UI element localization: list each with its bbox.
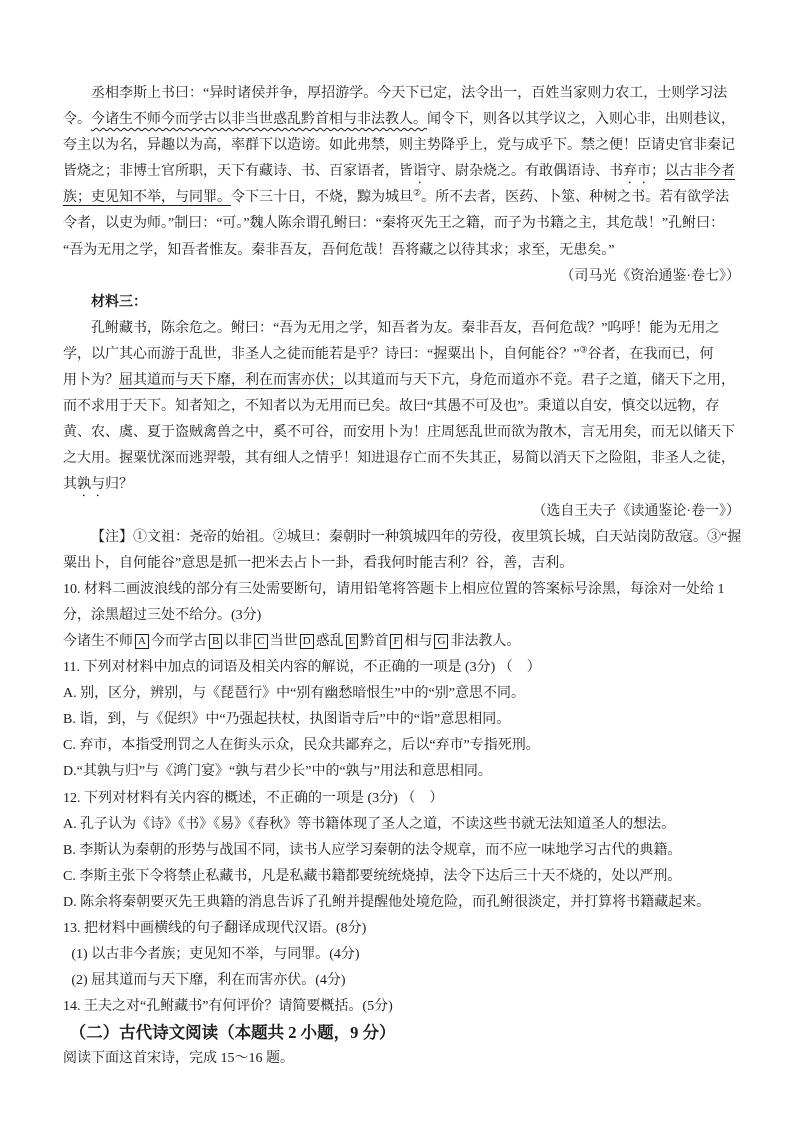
- option-letter-box: G: [434, 634, 448, 649]
- question-14-stem: [63, 994, 740, 1020]
- material3-para-line-5: [63, 420, 740, 446]
- footnote-ref: ②: [413, 187, 422, 198]
- option-letter-box: A: [135, 634, 149, 649]
- option-letter-box: D: [300, 634, 314, 649]
- text-run: 谷者，在我而已，何: [587, 346, 714, 362]
- question-12-option-c: [63, 864, 740, 890]
- text-run: 。所不去者，医药、卜筮、种树之书。若有欲学法: [421, 190, 730, 206]
- material2-para-line-5: [63, 185, 740, 211]
- text-run: 之大用。握粟忧深而逃羿彀，其有细人之情乎！知进退存亡而不失其正，易简以消天下之险阻，非圣人之徒，: [63, 451, 735, 467]
- text-run: 分，涂黑超过三处不给分。(3分): [63, 607, 262, 623]
- text-run: 13. 把材料中画横线的句子翻译成现代汉语。(8分): [63, 921, 367, 936]
- question-12-option-d: [63, 890, 740, 916]
- option-letter-box: F: [390, 634, 402, 649]
- text-run: 用卜为？: [63, 373, 119, 389]
- material2-para-line-3: [63, 133, 740, 159]
- text-run: C. 弃市，本指受刑罚之人在街头示众，民众共鄙弃之，后以“弃市”专指死刑。: [63, 738, 540, 754]
- emphasis-dot-text: 弃市: [623, 164, 651, 180]
- question-12-option-a: [63, 812, 740, 838]
- question-12-stem: [63, 786, 740, 812]
- text-run: （二）古代诗文阅读（本题共 2 小题，9 分）: [69, 1023, 396, 1043]
- option-letter-box: C: [254, 634, 267, 649]
- text-run: （选自王夫子《读通鉴论·卷一》）: [532, 503, 740, 519]
- text-run: 材料三：: [91, 294, 147, 310]
- text-run: “吾为无用之学，知吾者惟友。秦非吾友，吾何危哉！吾将藏之以待其求；求至，无患矣。”: [63, 242, 615, 258]
- text-run: C. 李斯主张下令将禁止私藏书，凡是私藏书籍都要统统烧掉，法令下达后三十天不烧的，处以严刑。: [63, 868, 682, 884]
- wavy-underline-text: 今诸生不师今而学古以非当世惑乱黔首相与非法教人。: [91, 112, 427, 128]
- footnote-ref: ③: [579, 344, 588, 355]
- material3-source: [63, 499, 740, 525]
- text-run: 以其道而与天下亢，身危而道亦不竞。君子之道，储天下之用，: [343, 373, 735, 389]
- text-run: 归？: [105, 477, 133, 493]
- material2-source: [63, 264, 740, 290]
- question-11-option-b: [63, 707, 740, 733]
- material2-para-line-1: [63, 81, 740, 107]
- option-letter-box: E: [346, 634, 359, 649]
- text-run: D.“其孰与归”与《鸿门宴》“孰与君少长”中的“孰与”用法和意思相同。: [63, 764, 492, 780]
- material3-para-line-4: [63, 394, 740, 420]
- text-run: 今而学古: [150, 633, 207, 649]
- text-run: 当世: [269, 633, 298, 649]
- question-13-item-2: [63, 968, 740, 994]
- text-run: 夸主以为名，异趣以为高，率群下以造谤。如此弗禁，则主势降乎上，党与成乎下。禁之便！臣请史官非秦记: [63, 138, 735, 154]
- text-run: 相与: [404, 633, 433, 649]
- text-run: B. 李斯认为秦朝的形势与战国不同，读书人应学习秦朝的法令规章，而不应一味地学习古代的典籍。: [63, 842, 682, 858]
- text-run: 今诸生不师: [63, 633, 133, 649]
- text-run: D. 陈余将秦朝要灭先王典籍的消息告诉了孔鲋并提醒他处境危险，而孔鲋很淡定，并打算将书籍藏起来。: [63, 894, 711, 910]
- question-10-line-1: [63, 577, 740, 603]
- section-2-intro: [63, 1046, 740, 1072]
- text-run: 黄、农、虞、夏于盗贼禽兽之中，奚不可谷，而安用卜为！庄周惩乱世而欲为散木，言无用矣，而无以储天下: [63, 425, 735, 441]
- material2-para-line-2: [63, 107, 740, 133]
- notes-line-1: [63, 525, 740, 551]
- text-run: 皆烧之；非博士官所职，天下有藏诗、书、百家语者，皆: [63, 164, 413, 180]
- question-13-stem: [63, 916, 740, 942]
- section-2-heading: [63, 1020, 740, 1046]
- text-run: 阅读下面这首宋诗，完成 15～16 题。: [63, 1051, 294, 1067]
- material2-para-line-4: [63, 159, 740, 185]
- text-run: 学，以广其心而游于乱世，非圣人之徒而能若是乎？诗曰：“握粟出卜，自何能谷？”: [63, 346, 580, 362]
- underline-text: 族；吏见知不举，与同罪。: [63, 190, 231, 206]
- text-run: 孔鲋藏书，陈余危之。鲋曰：“吾为无用之学，知吾者为友。秦非吾友，吾何危哉？”呜呼！能为无用之: [91, 320, 720, 336]
- text-run: 14. 王夫之对“孔鲋藏书”有何评价？请简要概括。(5分): [63, 999, 393, 1015]
- material2-para-line-7: [63, 238, 740, 264]
- text-run: （司马光《资治通鉴·卷七》）: [560, 268, 740, 284]
- text-run: 令。: [63, 112, 91, 128]
- text-run: 其: [63, 477, 77, 493]
- question-13-item-1: [63, 942, 740, 968]
- notes-line-2: [63, 551, 740, 577]
- question-10-sentence: [63, 629, 740, 655]
- material3-para-line-1: [63, 316, 740, 342]
- text-run: 10. 材料二画波浪线的部分有三处需要断句，请用铅笔将答题卡上相应位置的答案标号涂黑，每涂对一处给 1: [63, 581, 725, 597]
- material3-para-line-7: [63, 472, 740, 498]
- text-run: (2) 屈其道而与天下靡，利在而害亦伏。(4分): [71, 973, 346, 989]
- material3-heading: [63, 290, 740, 316]
- question-11-option-d: [63, 759, 740, 785]
- emphasis-dot-text: 诣: [413, 164, 427, 180]
- material3-para-line-6: [63, 446, 740, 472]
- material3-para-line-2: [63, 342, 740, 368]
- text-run: 丞相李斯上书曰：“异时诸侯并争，厚招游学。今天下已定，法令出一，百姓当家则力农工，士则学习法: [91, 86, 728, 101]
- text-run: 守、尉杂烧之。有敢偶语诗、书: [427, 164, 623, 180]
- question-11-option-a: [63, 681, 740, 707]
- question-10-line-2: [63, 603, 740, 629]
- text-run: A. 孔子认为《诗》《书》《易》《春秋》等书籍体现了圣人之道，不读这些书就无法知道圣人的想法。: [63, 816, 676, 832]
- option-letter-box: B: [209, 634, 222, 649]
- text-run: 以非: [224, 633, 253, 649]
- text-run: 闻令下，则各以其学议之，入则心非，出则巷议，: [427, 112, 735, 128]
- emphasis-dot-text: 孰与: [77, 477, 105, 493]
- text-run: 黔首: [360, 633, 389, 649]
- text-run: 而不求用于天下。知者知之，不知者以为无用而已矣。故曰“其愚不可及也”。秉道以自安，慎交以远物，存: [63, 399, 720, 415]
- text-run: 11. 下列对材料中加点的词语及相关内容的解说，不正确的一项是 (3分) （ ）: [63, 660, 541, 676]
- text-run: 惑乱: [315, 633, 344, 649]
- text-run: 令者，以吏为师。”制曰：“可。”魏人陈余谓孔鲋曰：“秦将灭先王之籍，而子为书籍之主，其危哉！”孔鲋曰：: [63, 216, 725, 232]
- text-run: 粟出卜，自何能谷”意思是抓一把米去占卜一卦，看我何时能吉利？谷，善，吉利。: [63, 555, 574, 571]
- text-run: A. 别，区分，辨别，与《琵琶行》中“别有幽愁暗恨生”中的“别”意思不同。: [63, 686, 525, 702]
- material3-para-line-3: [63, 368, 740, 394]
- underline-text: 屈其道而与天下靡，利在而害亦伏；: [119, 373, 343, 389]
- text-run: 【注】①文祖：尧帝的始祖。②城旦：秦朝时一种筑城四年的劳役，夜里筑长城，白天站岗防敌寇。③“握: [91, 529, 742, 545]
- underline-text: 以古非今者: [665, 164, 735, 180]
- text-run: 令下三十日，不烧，黥为城旦: [231, 190, 413, 206]
- material2-para-line-6: [63, 211, 740, 237]
- text-run: (1) 以古非今者族；吏见知不举，与同罪。(4分): [71, 947, 360, 963]
- question-11-stem: [63, 655, 740, 681]
- question-11-option-c: [63, 733, 740, 759]
- text-run: 12. 下列对材料有关内容的概述，不正确的一项是 (3分) （ ）: [63, 790, 444, 806]
- text-run: 非法教人。: [450, 633, 521, 649]
- text-run: ；: [651, 164, 665, 180]
- text-run: B. 诣，到，与《促织》中“乃强起扶杖，执图诣寺后”中的“诣”意思相同。: [63, 712, 511, 728]
- question-12-option-b: [63, 838, 740, 864]
